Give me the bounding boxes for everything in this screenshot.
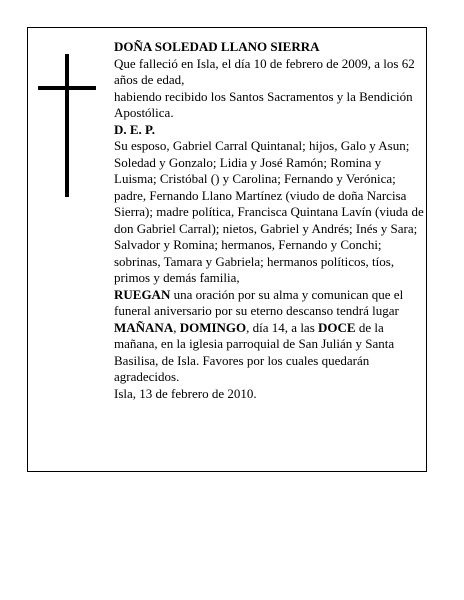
comma-separator: , (173, 319, 180, 335)
cross-horizontal-bar (38, 86, 96, 90)
funeral-announcement (114, 287, 424, 386)
request-text: una oración por su alma y comunican que el funeral aniversario por su eterno descanso tendrá lugar (114, 286, 404, 318)
day-text: , día 14, a las (246, 319, 319, 335)
ruegan-label: RUEGAN (114, 286, 171, 302)
cross-icon (38, 54, 98, 199)
death-details: Que falleció en Isla, el día 10 de febrero de 2009, a los 62 años de edad, (114, 55, 415, 87)
notice-date: Isla, 13 de febrero de 2010. (114, 385, 257, 401)
deceased-name: DOÑA SOLEDAD LLANO SIERRA (114, 39, 320, 54)
notice-body (114, 39, 424, 402)
doce-label: DOCE (318, 319, 356, 335)
domingo-label: DOMINGO (179, 319, 247, 335)
sacraments-line: habiendo recibido los Santos Sacramentos y la Bendición Apostólica. (114, 88, 413, 120)
family-list: Su esposo, Gabriel Carral Quintanal; hijos, Galo y Asun; Soledad y Gonzalo; Lidia y José Ramón; Romina y Luisma; Cristóbal () y Carolina; Fernando y Verónica; padre, Fernando Llano Martínez (viudo de doña Narcisa Sierra); madre política, Francisca Quintana Lavín (viuda de don Gabriel Carral); nietos, Gabriel y Andrés; Inés y Sara; Salvador y Romina; hermanos, Fernando y Conchi; sobrinas, Tamara y Gabriela; hermanos políticos, tíos, primos y demás familia, (114, 138, 424, 285)
cross-vertical-bar (65, 54, 69, 197)
obituary-notice (27, 27, 427, 472)
rip-line: D. E. P. (114, 121, 156, 137)
church-text: de la mañana, en la iglesia parroquial de San Julián y Santa Basilisa, de Isla. Favores por los cuales quedarán agradecidos. (114, 319, 395, 384)
manana-label: MAÑANA (114, 319, 174, 335)
